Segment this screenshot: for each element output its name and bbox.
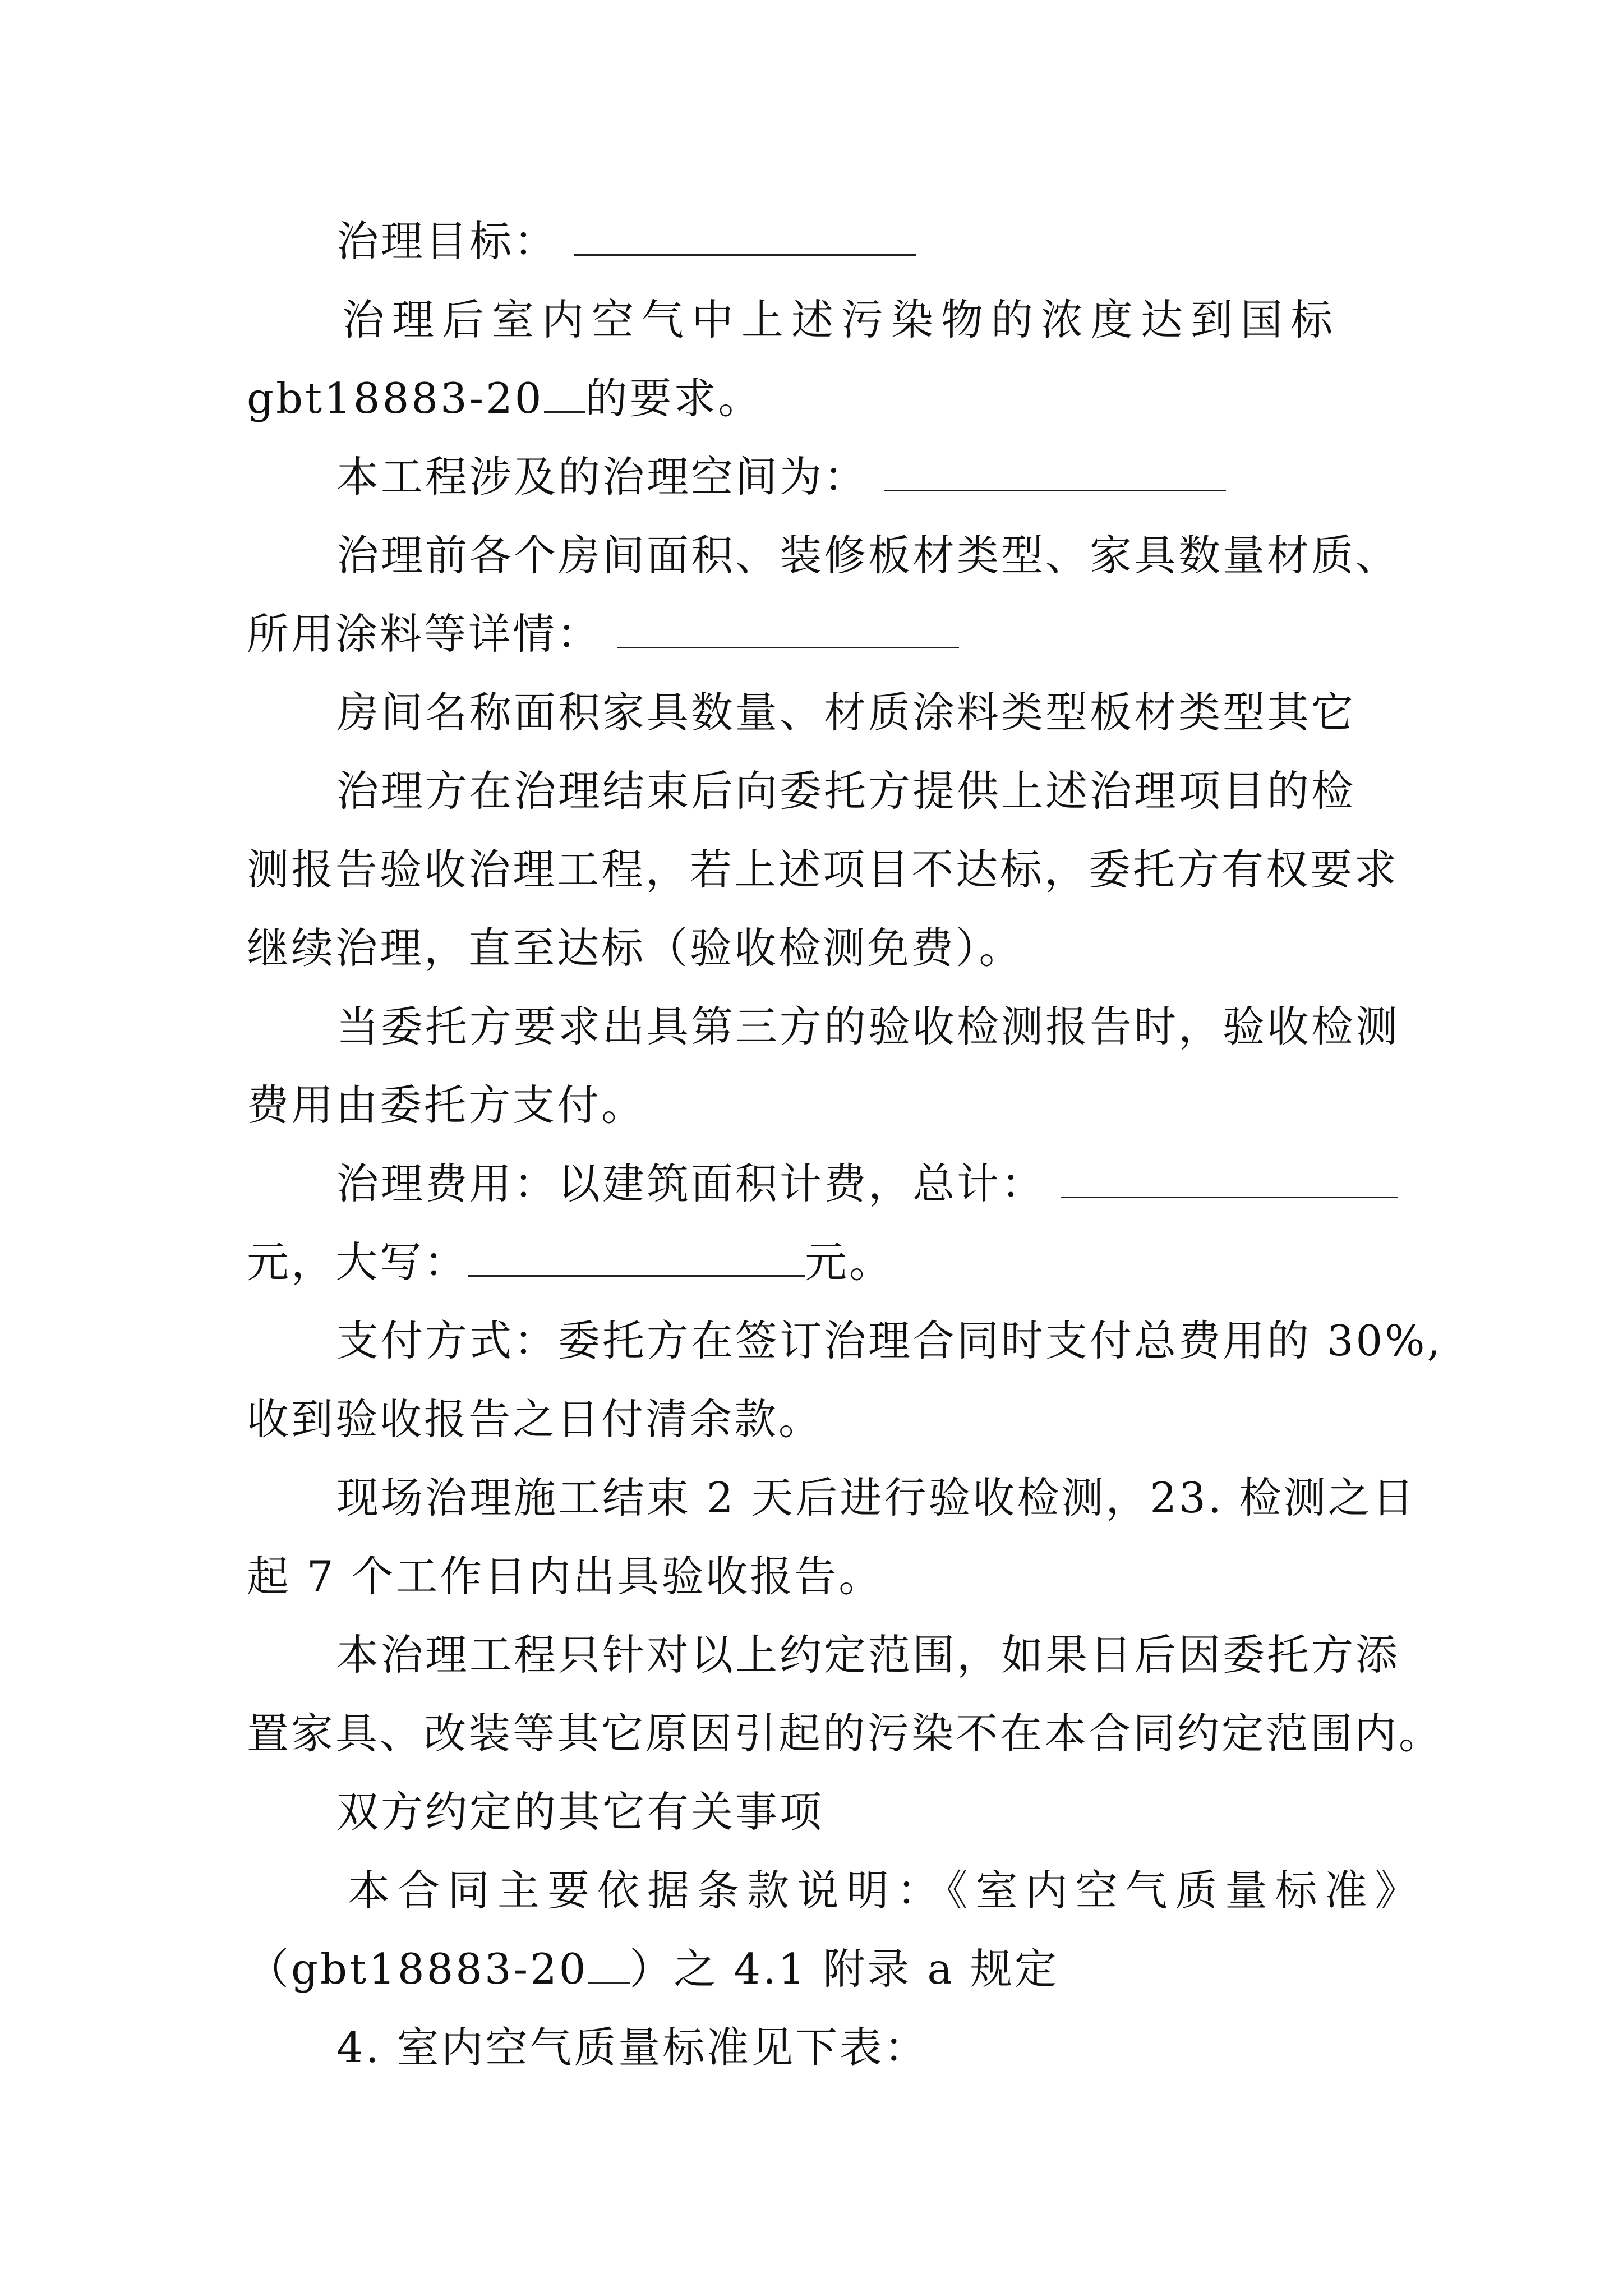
scope-limit-line-1: 本治理工程只针对以上约定范围，如果日后因委托方添 — [336, 1630, 1400, 1680]
treatment-space-label: 本工程涉及的治理空间为： — [336, 452, 869, 501]
treatment-fee-label: 治理费用：以建筑面积计费，总计： — [336, 1159, 1046, 1208]
fee-currency-suffix: 元。 — [805, 1237, 894, 1287]
treatment-goal-label: 治理目标： — [336, 217, 559, 266]
room-table-heading-line: 房间名称面积家具数量、材质涂料类型板材类型其它 — [336, 688, 1356, 737]
air-quality-table-intro: 4. 室内空气质量标准见下表： — [336, 2023, 929, 2072]
inspection-report-line-3: 继续治理，直至达标（验收检测免费）。 — [247, 923, 1023, 973]
payment-method-line-1: 支付方式：委托方在签订治理合同时支付总费用的 30%, — [336, 1316, 1443, 1365]
treatment-goal-line — [336, 213, 916, 269]
contract-basis-line-1: 本合同主要依据条款说明：《室内空气质量标准》 — [348, 1866, 1425, 1915]
standard-year-blank[interactable] — [544, 375, 585, 413]
coating-details-label: 所用涂料等详情： — [247, 609, 602, 659]
contract-basis-year-blank[interactable] — [588, 1946, 630, 1984]
inspection-report-line-1: 治理方在治理结束后向委托方提供上述治理项目的检 — [336, 766, 1356, 816]
standard-code-text: gbt18883-20 — [247, 374, 544, 423]
contract-basis-appendix: ）之 4.1 附录 a 规定 — [629, 1944, 1059, 1994]
scope-limit-line-2: 置家具、改装等其它原因引起的污染不在本合同约定范围内。 — [247, 1709, 1444, 1758]
other-matters-heading: 双方约定的其它有关事项 — [336, 1787, 824, 1837]
acceptance-timing-line-2: 起 7 个工作日内出具验收报告。 — [247, 1552, 883, 1601]
fee-in-words-line — [247, 1234, 893, 1290]
contract-basis-standard-code: （gbt18883-20 — [247, 1944, 588, 1994]
target-standard-line: 治理后室内空气中上述污染物的浓度达到国标 — [342, 295, 1341, 344]
treatment-space-blank[interactable] — [884, 454, 1226, 491]
requirement-text: 的要求。 — [585, 374, 763, 423]
coating-details-blank[interactable] — [617, 611, 959, 648]
standard-code-line — [247, 370, 763, 426]
treatment-fee-total-blank[interactable] — [1061, 1161, 1398, 1198]
fee-in-words-blank[interactable] — [468, 1239, 805, 1277]
treatment-space-line — [336, 449, 1226, 505]
third-party-report-line-1: 当委托方要求出具第三方的验收检测报告时，验收检测 — [336, 1002, 1400, 1051]
treatment-fee-line — [336, 1156, 1398, 1212]
acceptance-timing-line-1: 现场治理施工结束 2 天后进行验收检测，23. 检测之日 — [336, 1473, 1417, 1522]
coating-details-line — [247, 606, 959, 662]
payment-method-line-2: 收到验收报告之日付清余款。 — [247, 1395, 823, 1444]
inspection-report-line-2: 测报告验收治理工程，若上述项目不达标，委托方有权要求 — [247, 845, 1399, 894]
fee-currency-label: 元，大写： — [247, 1237, 469, 1287]
third-party-report-line-2: 费用由委托方支付。 — [247, 1080, 646, 1130]
pre-treatment-details-line: 治理前各个房间面积、装修板材类型、家具数量材质、 — [336, 531, 1400, 580]
contract-basis-line-2 — [247, 1941, 1059, 1997]
treatment-goal-blank[interactable] — [574, 218, 916, 256]
